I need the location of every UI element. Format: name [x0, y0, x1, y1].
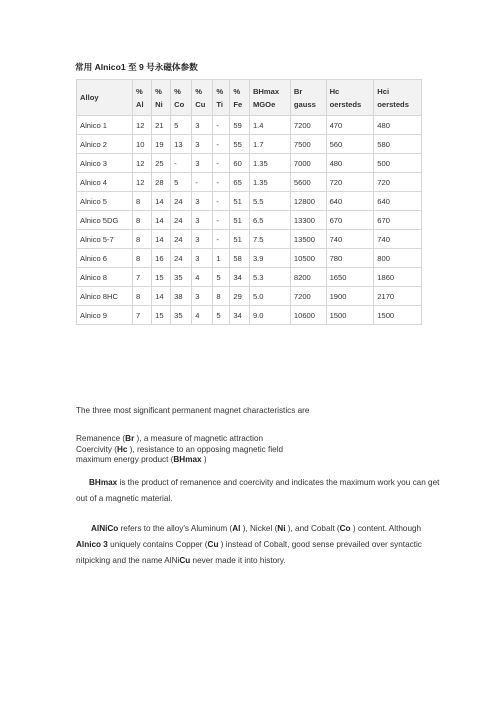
- table-row: [77, 173, 422, 192]
- table-cell: 640: [326, 192, 374, 211]
- table-row: [77, 249, 422, 268]
- table-cell: 720: [326, 173, 374, 192]
- table-cell: 14: [152, 211, 171, 230]
- column-header: [152, 80, 171, 116]
- table-row: [77, 192, 422, 211]
- table-cell: 580: [374, 135, 422, 154]
- alloy-name-cell: Alnico 5DG: [77, 211, 133, 230]
- column-header: [133, 80, 152, 116]
- table-row: [77, 154, 422, 173]
- table-cell: -: [213, 116, 230, 135]
- column-header-line: %: [233, 86, 241, 96]
- table-cell: 12800: [290, 192, 326, 211]
- table-cell: 1500: [326, 306, 374, 325]
- table-cell: 740: [326, 230, 374, 249]
- table-cell: 560: [326, 135, 374, 154]
- list-item-coercivity: Coercivity (Hc ), resistance to an opposing magnetic field: [76, 444, 284, 454]
- table-cell: 10: [133, 135, 152, 154]
- column-header-line: oersteds: [377, 99, 409, 109]
- table-cell: 60: [230, 154, 250, 173]
- column-header: [249, 80, 290, 116]
- column-header-line: MGOe: [252, 99, 276, 109]
- column-header-line: BHmax: [252, 86, 280, 96]
- column-header-line: Alloy: [80, 93, 99, 102]
- page-title: 常用 Alnico1 至 9 号永磁体参数: [75, 62, 198, 72]
- alloy-name-cell: Alnico 5-7: [77, 230, 133, 249]
- bhmax-paragraph: BHmax is the product of remanence and coercivity and indicates the maximum work you can get out of a magnetic material.: [76, 478, 440, 503]
- column-header: [171, 80, 192, 116]
- alloy-name-cell: Alnico 5: [77, 192, 133, 211]
- table-cell: 7: [133, 306, 152, 325]
- table-row: [77, 306, 422, 325]
- column-header: [192, 80, 213, 116]
- table-cell: 500: [374, 154, 422, 173]
- table-body: [77, 116, 422, 325]
- column-header: [326, 80, 374, 116]
- alloy-name-cell: Alnico 9: [77, 306, 133, 325]
- column-header-line: Hci: [377, 86, 390, 96]
- column-header: [374, 80, 422, 116]
- table-cell: 14: [152, 230, 171, 249]
- table-row: [77, 287, 422, 306]
- table-cell: 1.35: [249, 154, 290, 173]
- table-cell: 5: [171, 116, 192, 135]
- column-header-line: Fe: [233, 99, 243, 109]
- table-cell: 55: [230, 135, 250, 154]
- table-cell: 28: [152, 173, 171, 192]
- header-row: [77, 80, 422, 116]
- table-cell: 8200: [290, 268, 326, 287]
- table-cell: 8: [213, 287, 230, 306]
- alnico-paragraph: AlNiCo refers to the alloy's Aluminum (Al ), Nickel (Ni ), and Cobalt (Co ) content. Although Alnico 3 uniquely contains Copper (Cu ) instead of Cobalt, good sense prevailed over syntactic nitpicking and the name AlNiCu never made it into history.: [76, 524, 422, 565]
- table-cell: 15: [152, 268, 171, 287]
- table-cell: -: [213, 154, 230, 173]
- table-cell: 1860: [374, 268, 422, 287]
- table-cell: 7.5: [249, 230, 290, 249]
- table-cell: 5.0: [249, 287, 290, 306]
- table-cell: 24: [171, 192, 192, 211]
- alnico-parameters-table: [76, 79, 422, 325]
- table-cell: 740: [374, 230, 422, 249]
- column-header-line: oersteds: [329, 99, 362, 109]
- table-cell: 5: [213, 306, 230, 325]
- table-cell: 12: [133, 116, 152, 135]
- table-cell: 12: [133, 154, 152, 173]
- table-header: [77, 80, 422, 116]
- column-header-line: %: [195, 86, 203, 96]
- table-cell: 38: [171, 287, 192, 306]
- table-cell: 13300: [290, 211, 326, 230]
- column-header: [213, 80, 230, 116]
- table-cell: 24: [171, 230, 192, 249]
- list-item-energy-product: maximum energy product (BHmax ): [76, 455, 207, 465]
- list-item-remanence: Remanence (Br ), a measure of magnetic attraction: [76, 434, 264, 443]
- column-header-line: Hc: [329, 86, 340, 96]
- table-cell: 10500: [290, 249, 326, 268]
- alloy-name-cell: Alnico 2: [77, 135, 133, 154]
- table-cell: -: [213, 135, 230, 154]
- table-cell: 16: [152, 249, 171, 268]
- table-cell: 670: [374, 211, 422, 230]
- table-cell: 14: [152, 192, 171, 211]
- table-cell: 24: [171, 211, 192, 230]
- table-cell: 13500: [290, 230, 326, 249]
- table-cell: 7200: [290, 287, 326, 306]
- alloy-name-cell: Alnico 8: [77, 268, 133, 287]
- table-cell: 3: [192, 211, 213, 230]
- table-cell: 35: [171, 268, 192, 287]
- table-cell: 3: [192, 287, 213, 306]
- table-cell: 25: [152, 154, 171, 173]
- table-cell: 5600: [290, 173, 326, 192]
- table-cell: 10600: [290, 306, 326, 325]
- table-cell: 13: [171, 135, 192, 154]
- table-cell: 720: [374, 173, 422, 192]
- table-cell: 1650: [326, 268, 374, 287]
- table-cell: 3: [192, 154, 213, 173]
- table-cell: 7: [133, 268, 152, 287]
- table-cell: 7000: [290, 154, 326, 173]
- table-cell: 6.5: [249, 211, 290, 230]
- table-cell: -: [213, 173, 230, 192]
- column-header-line: gauss: [293, 99, 316, 109]
- column-header-line: Ti: [216, 99, 224, 109]
- table-cell: -: [171, 154, 192, 173]
- table-cell: 1500: [374, 306, 422, 325]
- table-cell: 8: [133, 249, 152, 268]
- table-cell: 4: [192, 306, 213, 325]
- table-cell: 34: [230, 306, 250, 325]
- table-cell: 8: [133, 192, 152, 211]
- table-row: [77, 211, 422, 230]
- table-cell: 24: [171, 249, 192, 268]
- column-header: [77, 80, 133, 116]
- column-header-line: %: [216, 86, 224, 96]
- table-cell: 5: [171, 173, 192, 192]
- column-header-line: Ni: [155, 99, 163, 109]
- table-row: [77, 230, 422, 249]
- column-header-line: Cu: [195, 99, 206, 109]
- table-cell: -: [213, 192, 230, 211]
- table-cell: 51: [230, 192, 250, 211]
- table-row: [77, 135, 422, 154]
- table-cell: 1.7: [249, 135, 290, 154]
- table-cell: 1: [213, 249, 230, 268]
- table-cell: 51: [230, 230, 250, 249]
- table-cell: -: [213, 211, 230, 230]
- alloy-name-cell: Alnico 8HC: [77, 287, 133, 306]
- table-cell: 480: [374, 116, 422, 135]
- alloy-name-cell: Alnico 3: [77, 154, 133, 173]
- column-header-line: %: [155, 86, 162, 96]
- table-cell: 65: [230, 173, 250, 192]
- table-cell: -: [213, 230, 230, 249]
- column-header-line: Co: [174, 99, 185, 109]
- table-cell: 29: [230, 287, 250, 306]
- alloy-name-cell: Alnico 6: [77, 249, 133, 268]
- table-cell: 640: [374, 192, 422, 211]
- table-cell: 19: [152, 135, 171, 154]
- table-cell: 5: [213, 268, 230, 287]
- table-cell: 470: [326, 116, 374, 135]
- table-cell: 51: [230, 211, 250, 230]
- table-cell: 3: [192, 249, 213, 268]
- table-row: [77, 268, 422, 287]
- table-cell: 8: [133, 211, 152, 230]
- table-cell: 58: [230, 249, 250, 268]
- table-cell: 3: [192, 230, 213, 249]
- intro-sentence: The three most significant permanent magnet characteristics are: [76, 406, 310, 415]
- column-header-line: %: [136, 86, 143, 96]
- table-cell: 9.0: [249, 306, 290, 325]
- table-cell: 15: [152, 306, 171, 325]
- table-cell: 35: [171, 306, 192, 325]
- table-cell: 8: [133, 287, 152, 306]
- table-cell: 8: [133, 230, 152, 249]
- table-cell: 21: [152, 116, 171, 135]
- characteristics-list: [76, 434, 446, 466]
- table-cell: 780: [326, 249, 374, 268]
- table-cell: 14: [152, 287, 171, 306]
- table-cell: 1900: [326, 287, 374, 306]
- table-cell: 5.3: [249, 268, 290, 287]
- table-cell: 7500: [290, 135, 326, 154]
- table-cell: 1.35: [249, 173, 290, 192]
- column-header-line: Br: [293, 86, 303, 96]
- column-header-line: %: [174, 86, 181, 96]
- table-cell: -: [192, 173, 213, 192]
- table-cell: 1.4: [249, 116, 290, 135]
- table-cell: 2170: [374, 287, 422, 306]
- table-cell: 670: [326, 211, 374, 230]
- table-cell: 800: [374, 249, 422, 268]
- table-cell: 59: [230, 116, 250, 135]
- table-cell: 7200: [290, 116, 326, 135]
- column-header-line: Al: [136, 99, 144, 109]
- table-cell: 4: [192, 268, 213, 287]
- table-cell: 5.5: [249, 192, 290, 211]
- alloy-name-cell: Alnico 4: [77, 173, 133, 192]
- table-cell: 480: [326, 154, 374, 173]
- table-cell: 34: [230, 268, 250, 287]
- table-cell: 3: [192, 192, 213, 211]
- column-header: [230, 80, 250, 116]
- column-header: [290, 80, 326, 116]
- table-cell: 12: [133, 173, 152, 192]
- table-cell: 3.9: [249, 249, 290, 268]
- table-cell: 3: [192, 116, 213, 135]
- alloy-name-cell: Alnico 1: [77, 116, 133, 135]
- table-cell: 3: [192, 135, 213, 154]
- table-row: [77, 116, 422, 135]
